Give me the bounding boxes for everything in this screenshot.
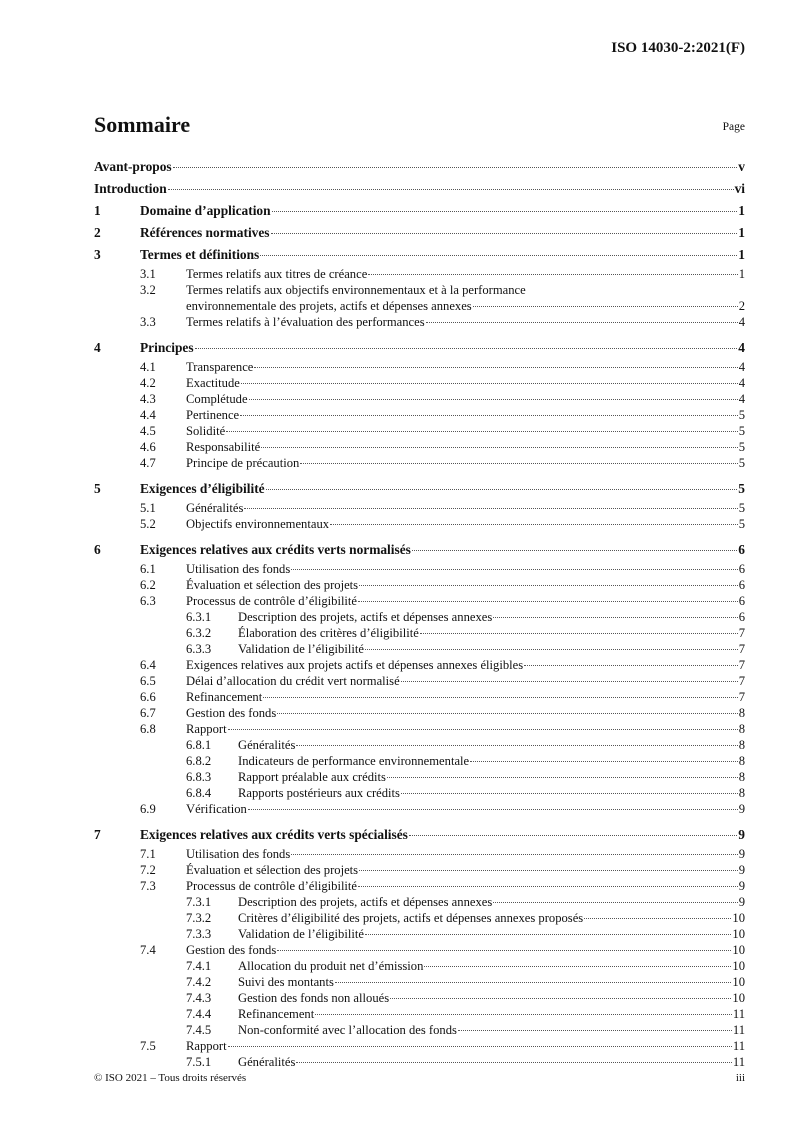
toc-entry[interactable] (94, 894, 745, 910)
dot-leader (409, 835, 737, 836)
toc-entry[interactable] (94, 1006, 745, 1022)
toc-entry[interactable] (94, 391, 745, 407)
toc-entry-number: 5.1 (140, 501, 156, 515)
footer-copyright: © ISO 2021 – Tous droits réservés (94, 1072, 247, 1084)
toc-entry-number: 7.3 (140, 879, 156, 893)
toc-entry[interactable] (94, 516, 745, 532)
toc-entry-page: 8 (738, 754, 745, 768)
dot-leader (365, 934, 732, 935)
toc-entry-page: 8 (738, 770, 745, 784)
toc-entry[interactable] (94, 500, 745, 516)
dot-leader (248, 809, 738, 810)
toc-entry-title: Transparence (186, 360, 254, 374)
dot-leader (272, 211, 738, 212)
toc-entry-number: 4.5 (140, 424, 156, 438)
toc-entry-page: 10 (732, 959, 745, 973)
toc-entry-title: Refinancement (186, 690, 263, 704)
toc-entry-page: 4 (738, 360, 745, 374)
dot-leader (296, 745, 737, 746)
dot-leader (493, 902, 737, 903)
toc-entry-number: 4.6 (140, 440, 156, 454)
toc-entry-title: Description des projets, actifs et dépenses annexes (238, 895, 493, 909)
toc-entry-number: 6.9 (140, 802, 156, 816)
dot-leader (254, 367, 737, 368)
toc-entry-number: 6.3.3 (186, 642, 212, 656)
toc-entry-title: Exigences relatives aux crédits verts spécialisés (140, 827, 408, 842)
toc-entry[interactable] (94, 641, 745, 657)
dot-leader (330, 524, 738, 525)
toc-entry-number: 7.4 (140, 943, 156, 957)
toc-entry-page: 1 (738, 225, 745, 240)
toc-entry-page: 6 (738, 542, 745, 557)
toc-entry-page: 4 (738, 315, 745, 329)
toc-entry-page: 1 (738, 247, 745, 262)
toc-entry-line[interactable] (94, 282, 745, 298)
toc-entry-page: 10 (732, 943, 745, 957)
toc-entry[interactable] (94, 926, 745, 942)
toc-entry-page: 8 (738, 786, 745, 800)
dot-leader (390, 998, 731, 999)
toc-entry[interactable] (94, 359, 745, 375)
toc-entry-title: Termes relatifs aux titres de créance (186, 267, 368, 281)
toc-entry-number: 3.2 (140, 283, 156, 297)
toc-entry[interactable] (94, 200, 745, 222)
dot-leader (335, 982, 732, 983)
toc-entry[interactable] (94, 609, 745, 625)
toc-entry-number: 7.3.2 (186, 911, 212, 925)
toc-entry-title: Évaluation et sélection des projets (186, 863, 359, 877)
toc-entry[interactable] (94, 862, 745, 878)
toc-entry-number: 5.2 (140, 517, 156, 531)
dot-leader (277, 950, 731, 951)
dot-leader (358, 886, 738, 887)
toc-entry-title: Élaboration des critères d’éligibilité (238, 626, 419, 640)
toc-entry-title: Vérification (186, 802, 247, 816)
toc-entry[interactable] (94, 298, 745, 314)
toc-entry-page: 5 (738, 517, 745, 531)
dot-leader (263, 697, 737, 698)
dot-leader (426, 322, 738, 323)
toc-entry-page: 8 (738, 706, 745, 720)
dot-leader (241, 383, 738, 384)
dot-leader (493, 617, 737, 618)
toc-entry-number: 4.2 (140, 376, 156, 390)
toc-entry-page: 9 (738, 863, 745, 877)
toc-entry-number: 7.4.2 (186, 975, 212, 989)
toc-entry-number: 7.4.3 (186, 991, 212, 1005)
toc-entry-title: Introduction (94, 181, 167, 196)
toc-entry-title: Refinancement (238, 1007, 315, 1021)
toc-entry-title: Complétude (186, 392, 248, 406)
toc-entry-title: Délai d’allocation du crédit vert normalisé (186, 674, 400, 688)
toc-entry-title: Processus de contrôle d’éligibilité (186, 879, 358, 893)
toc-entry[interactable] (94, 439, 745, 455)
toc-entry[interactable] (94, 156, 745, 178)
toc-entry[interactable] (94, 266, 745, 282)
toc-entry-number: 7.4.1 (186, 959, 212, 973)
dot-leader (424, 966, 731, 967)
toc-entry-number: 6.8.2 (186, 754, 212, 768)
toc-entry-page: 2 (738, 299, 745, 313)
toc-entry[interactable] (94, 657, 745, 673)
toc-entry-title: Références normatives (140, 225, 270, 240)
toc-entry-number: 7.5.1 (186, 1055, 212, 1069)
toc-entry-title: Exigences relatives aux crédits verts normalisés (140, 542, 411, 557)
toc-entry-title: Responsabilité (186, 440, 261, 454)
toc-entry-number: 6.1 (140, 562, 156, 576)
toc-entry-page: 9 (738, 827, 745, 842)
toc-entry-page: 7 (738, 642, 745, 656)
toc-entry-page: 7 (738, 674, 745, 688)
dot-leader (401, 793, 738, 794)
toc-entry-title: Suivi des montants (238, 975, 334, 989)
toc-entry-number: 6.3.1 (186, 610, 212, 624)
toc-entry-page: 11 (732, 1007, 745, 1021)
toc-entry-page: vi (734, 181, 745, 196)
dot-leader (315, 1014, 732, 1015)
toc-entry-title: Généralités (238, 738, 296, 752)
toc-entry-number: 7.5 (140, 1039, 156, 1053)
dot-leader (358, 601, 738, 602)
toc-entry[interactable] (94, 990, 745, 1006)
toc-entry-number: 2 (94, 225, 101, 240)
toc-entry-number: 7.4.4 (186, 1007, 212, 1021)
toc-entry-number: 6.7 (140, 706, 156, 720)
toc-entry[interactable] (94, 673, 745, 689)
footer-page-number: iii (735, 1072, 745, 1084)
toc-entry[interactable] (94, 478, 745, 500)
toc-entry[interactable] (94, 178, 745, 200)
dot-leader (195, 348, 738, 349)
toc-entry-page: 11 (732, 1023, 745, 1037)
toc-entry-title: Rapport (186, 722, 227, 736)
toc-entry-page: 7 (738, 690, 745, 704)
toc-entry[interactable] (94, 625, 745, 641)
toc-entry-page: 8 (738, 738, 745, 752)
toc-entry-number: 4 (94, 340, 101, 355)
toc-entry-page: 7 (738, 626, 745, 640)
toc-entry-page: 10 (732, 927, 745, 941)
toc-entry-number: 4.1 (140, 360, 156, 374)
dot-leader (473, 306, 738, 307)
dot-leader (300, 463, 737, 464)
toc-entry[interactable] (94, 705, 745, 721)
toc-entry[interactable] (94, 375, 745, 391)
dot-leader (359, 585, 738, 586)
toc-entry-page: 4 (738, 340, 745, 355)
dot-leader (387, 777, 738, 778)
dot-leader (458, 1030, 732, 1031)
toc-entry-number: 6.6 (140, 690, 156, 704)
toc-entry-title: Rapport (186, 1039, 227, 1053)
toc-entry-title: Généralités (186, 501, 244, 515)
dot-leader (261, 447, 738, 448)
toc-entry-title: Allocation du produit net d’émission (238, 959, 424, 973)
toc-entry-page: 1 (738, 203, 745, 218)
table-of-contents (94, 156, 745, 1070)
toc-entry-page: 1 (738, 267, 745, 281)
toc-entry-title: Utilisation des fonds (186, 562, 291, 576)
toc-entry[interactable] (94, 1022, 745, 1038)
toc-entry-title: Évaluation et sélection des projets (186, 578, 359, 592)
toc-entry[interactable] (94, 942, 745, 958)
dot-leader (420, 633, 738, 634)
toc-entry-page: 9 (738, 802, 745, 816)
toc-entry-page: 11 (732, 1039, 745, 1053)
toc-entry-number: 4.4 (140, 408, 156, 422)
dot-leader (291, 854, 737, 855)
toc-entry[interactable] (94, 1038, 745, 1054)
toc-entry-number: 3 (94, 247, 101, 262)
toc-entry-title: Solidité (186, 424, 226, 438)
toc-entry-title: Termes relatifs aux objectifs environnementaux et à la performance (186, 283, 526, 297)
dot-leader (365, 649, 738, 650)
toc-entry-page: 6 (738, 578, 745, 592)
dot-leader (584, 918, 731, 919)
toc-entry[interactable] (94, 974, 745, 990)
toc-entry-page: 5 (738, 481, 745, 496)
toc-entry-page: 6 (738, 562, 745, 576)
toc-entry-title: Validation de l’éligibilité (238, 927, 364, 941)
toc-entry-number: 4.3 (140, 392, 156, 406)
toc-entry[interactable] (94, 1054, 745, 1070)
toc-entry[interactable] (94, 222, 745, 244)
toc-entry-title: Principes (140, 340, 194, 355)
toc-entry-page: 6 (738, 610, 745, 624)
toc-entry[interactable] (94, 958, 745, 974)
toc-entry[interactable] (94, 244, 745, 266)
page-column-label: Page (722, 121, 745, 133)
toc-entry[interactable] (94, 846, 745, 862)
dot-leader (412, 550, 737, 551)
toc-entry-number: 6.8.1 (186, 738, 212, 752)
toc-entry[interactable] (94, 737, 745, 753)
toc-entry[interactable] (94, 423, 745, 439)
toc-entry-title: Validation de l’éligibilité (238, 642, 364, 656)
toc-entry[interactable] (94, 785, 745, 801)
toc-entry-title: Rapport préalable aux crédits (238, 770, 386, 784)
dot-leader (226, 431, 738, 432)
toc-entry[interactable] (94, 561, 745, 577)
toc-entry-page: 9 (738, 895, 745, 909)
toc-entry-title: Critères d’éligibilité des projets, actifs et dépenses annexes proposés (238, 911, 584, 925)
toc-entry-number: 6.2 (140, 578, 156, 592)
toc-entry-page: 9 (738, 847, 745, 861)
toc-entry-number: 6.8.4 (186, 786, 212, 800)
toc-entry-title: Exigences relatives aux projets actifs et dépenses annexes éligibles (186, 658, 524, 672)
toc-entry-number: 3.3 (140, 315, 156, 329)
toc-entry-number: 7.1 (140, 847, 156, 861)
toc-entry-title: Gestion des fonds non alloués (238, 991, 390, 1005)
toc-entry-title: Domaine d’application (140, 203, 271, 218)
toc-entry[interactable] (94, 314, 745, 330)
toc-entry-page: 5 (738, 408, 745, 422)
toc-entry-title: Avant-propos (94, 159, 172, 174)
dot-leader (470, 761, 738, 762)
toc-entry[interactable] (94, 455, 745, 471)
toc-entry-number: 6.4 (140, 658, 156, 672)
dot-leader (291, 569, 737, 570)
toc-entry-title: Termes et définitions (140, 247, 260, 262)
dot-leader (277, 713, 737, 714)
toc-entry-title: Principe de précaution (186, 456, 300, 470)
toc-entry-page: 4 (738, 376, 745, 390)
toc-entry-page: 10 (732, 975, 745, 989)
toc-entry-number: 7 (94, 827, 101, 842)
toc-entry-number: 7.2 (140, 863, 156, 877)
toc-entry-page: 5 (738, 440, 745, 454)
dot-leader (524, 665, 738, 666)
dot-leader (266, 489, 738, 490)
toc-entry-title: Rapports postérieurs aux crédits (238, 786, 400, 800)
toc-entry[interactable] (94, 753, 745, 769)
toc-entry[interactable] (94, 593, 745, 609)
dot-leader (173, 167, 738, 168)
toc-entry[interactable] (94, 689, 745, 705)
dot-leader (228, 729, 738, 730)
toc-entry-number: 4.7 (140, 456, 156, 470)
dot-leader (168, 189, 734, 190)
toc-entry[interactable] (94, 407, 745, 423)
toc-entry-title: Objectifs environnementaux (186, 517, 330, 531)
toc-entry-number: 7.3.1 (186, 895, 212, 909)
toc-entry-number: 3.1 (140, 267, 156, 281)
toc-entry[interactable] (94, 721, 745, 737)
dot-leader (244, 508, 737, 509)
toc-entry[interactable] (94, 824, 745, 846)
toc-entry-title: Gestion des fonds (186, 706, 277, 720)
toc-entry-page: 10 (732, 911, 745, 925)
toc-entry-number: 6 (94, 542, 101, 557)
toc-entry-title: Exactitude (186, 376, 240, 390)
dot-leader (240, 415, 738, 416)
toc-entry-number: 1 (94, 203, 101, 218)
toc-entry-title: Gestion des fonds (186, 943, 277, 957)
toc-entry-page: 7 (738, 658, 745, 672)
toc-entry-number: 6.3.2 (186, 626, 212, 640)
toc-entry[interactable] (94, 878, 745, 894)
toc-entry-title: Processus de contrôle d’éligibilité (186, 594, 358, 608)
toc-entry-page: 8 (738, 722, 745, 736)
toc-entry-page: 5 (738, 424, 745, 438)
toc-entry-number: 6.3 (140, 594, 156, 608)
toc-entry-number: 7.4.5 (186, 1023, 212, 1037)
toc-entry-page: 5 (738, 456, 745, 470)
toc-entry-page: 4 (738, 392, 745, 406)
toc-entry[interactable] (94, 539, 745, 561)
toc-entry[interactable] (94, 910, 745, 926)
dot-leader (296, 1062, 732, 1063)
toc-entry-page: v (738, 159, 745, 174)
toc-entry[interactable] (94, 337, 745, 359)
toc-entry-number: 7.3.3 (186, 927, 212, 941)
toc-entry-title: Description des projets, actifs et dépenses annexes (238, 610, 493, 624)
toc-entry[interactable] (94, 769, 745, 785)
dot-leader (271, 233, 738, 234)
dot-leader (401, 681, 738, 682)
document-id: ISO 14030-2:2021(F) (611, 40, 745, 56)
dot-leader (368, 274, 737, 275)
toc-entry-title: Non-conformité avec l’allocation des fonds (238, 1023, 457, 1037)
dot-leader (359, 870, 738, 871)
toc-entry-title: Généralités (238, 1055, 296, 1069)
toc-entry-page: 9 (738, 879, 745, 893)
toc-entry-number: 6.8 (140, 722, 156, 736)
dot-leader (249, 399, 738, 400)
toc-entry-page: 5 (738, 501, 745, 515)
toc-entry-title: Indicateurs de performance environnementale (238, 754, 470, 768)
toc-entry-page: 10 (732, 991, 745, 1005)
toc-entry-number: 6.5 (140, 674, 156, 688)
toc-entry-title: Termes relatifs à l’évaluation des performances (186, 315, 425, 329)
toc-entry-title: Pertinence (186, 408, 240, 422)
toc-entry-title: Utilisation des fonds (186, 847, 291, 861)
toc-entry-page: 11 (732, 1055, 745, 1069)
page-title: Sommaire (94, 112, 191, 137)
toc-entry[interactable] (94, 801, 745, 817)
toc-entry-number: 6.8.3 (186, 770, 212, 784)
toc-entry-title-continued: environnementale des projets, actifs et dépenses annexes (186, 299, 472, 313)
dot-leader (228, 1046, 732, 1047)
toc-entry-title: Exigences d’éligibilité (140, 481, 265, 496)
toc-entry-number: 5 (94, 481, 101, 496)
toc-entry[interactable] (94, 577, 745, 593)
dot-leader (260, 255, 737, 256)
toc-entry-page: 6 (738, 594, 745, 608)
